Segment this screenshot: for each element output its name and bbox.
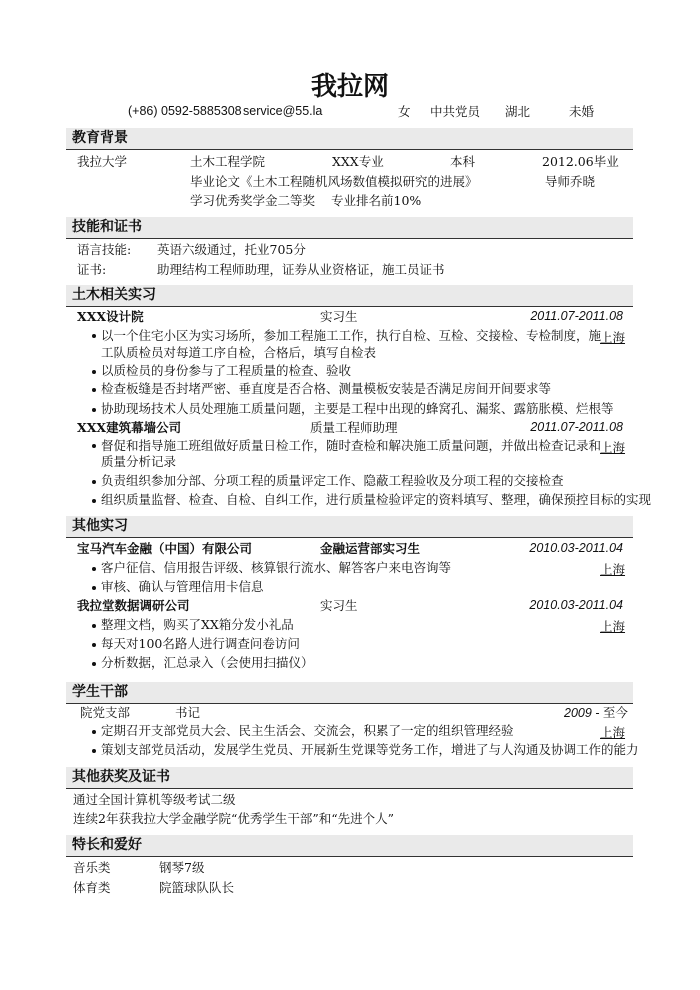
civil-job1-org: XXX设计院 <box>77 309 144 324</box>
cadre-section-bar <box>66 682 633 703</box>
awards-title: 其他获奖及证书 <box>72 769 170 785</box>
civil-job2-role: 质量工程师助理 <box>310 420 398 435</box>
degree: 本科 <box>450 154 476 169</box>
other-job2-bullet2: 每天对100名路人进行调查问卷访问 <box>101 636 300 651</box>
skills-title: 技能和证书 <box>72 219 142 235</box>
civil-divider <box>66 306 633 307</box>
music-value: 钢琴7级 <box>159 860 205 875</box>
sport-value: 院篮球队队长 <box>159 880 235 895</box>
bullet-dot <box>92 408 96 412</box>
education-title: 教育背景 <box>72 130 128 146</box>
bullet-dot <box>92 334 96 338</box>
award-2: 连续2年获我拉大学金融学院“优秀学生干部”和“先进个人” <box>73 811 395 826</box>
bullet-dot <box>92 624 96 628</box>
hobbies-section-bar <box>66 835 633 856</box>
thesis: 毕业论文《土木工程随机风场数值模拟研究的进展》 <box>190 174 478 189</box>
sport-label: 体育类 <box>73 880 111 895</box>
bullet-dot <box>92 388 96 392</box>
civil-job1-location: 上海 <box>600 330 626 345</box>
bullet-dot <box>92 643 96 647</box>
civil-job2-location: 上海 <box>600 440 626 455</box>
other-job1-bullet2: 审核、确认与管理信用卡信息 <box>101 579 264 594</box>
bullet-dot <box>92 662 96 666</box>
cadre-role: 书记 <box>175 705 201 720</box>
college-name: 土木工程学院 <box>190 154 266 169</box>
school-name: 我拉大学 <box>77 154 128 169</box>
bullet-dot <box>92 586 96 590</box>
advisor: 导师乔晓 <box>545 174 596 189</box>
phone-number: (+86) 0592-5885308 <box>128 104 242 118</box>
cadre-title: 学生干部 <box>72 684 128 700</box>
other-job1-date: 2010.03-2011.04 <box>529 541 623 555</box>
bullet-dot <box>92 567 96 571</box>
other-job1-bullet1: 客户征信、信用报告评级、核算银行流水、解答客户来电咨询等 <box>101 560 452 575</box>
language-value: 英语六级通过，托业705分 <box>157 242 306 257</box>
cadre-date <box>564 705 628 721</box>
cert-value: 助理结构工程师助理，证券从业资格证，施工员证书 <box>157 262 445 277</box>
bullet-dot <box>92 749 96 753</box>
civil-job1-bullet3: 检查板缝是否封堵严密、垂直度是否合格、测量模板安装是否满足房间开间要求等 <box>101 381 552 396</box>
language-label: 语言技能: <box>77 242 132 257</box>
hobbies-title: 特长和爱好 <box>72 837 142 853</box>
graduation-date: 2012.06毕业 <box>542 154 619 169</box>
civil-job1-bullet1: 以一个住宅小区为实习场所，参加工程施工工作，执行自检、互检、交接检、专检制度，施 <box>101 328 602 343</box>
education-divider <box>66 149 633 150</box>
cadre-bullet2: 策划支部党员活动，发展学生党员、开展新生党课等党务工作，增进了与人沟通及协调工作的能力 <box>101 742 639 757</box>
bullet-dot <box>92 444 96 448</box>
class-rank: 专业排名前10% <box>331 193 422 208</box>
other-job2-bullet3: 分析数据，汇总录入（会使用扫描仪） <box>101 655 314 670</box>
awards-divider <box>66 788 633 789</box>
political-status: 中共党员 <box>430 104 481 119</box>
civil-job2-bullet1-cont: 质量分析记录 <box>101 454 177 469</box>
other-job2-org: 我拉堂数据调研公司 <box>77 598 190 613</box>
civil-job1-bullet2: 以质检员的身份参与了工程质量的检查、验收 <box>101 363 352 378</box>
marital-status: 未婚 <box>569 104 595 119</box>
cert-label: 证书: <box>77 262 107 277</box>
civil-job2-bullet1: 督促和指导施工班组做好质量日检工作，随时查检和解决施工质量问题，并做出检查记录和 <box>101 438 602 453</box>
music-label: 音乐类 <box>73 860 111 875</box>
hobbies-divider <box>66 856 633 857</box>
civil-job1-role: 实习生 <box>320 309 358 324</box>
cadre-date-end: 至今 <box>602 705 628 720</box>
civil-job1-date: 2011.07-2011.08 <box>530 309 623 323</box>
civil-job2-bullet2: 负责组织参加分部、分项工程的质量评定工作、隐蔽工程验收及分项工程的交接检查 <box>101 473 564 488</box>
other-job1-role: 金融运营部实习生 <box>320 541 421 556</box>
skills-divider <box>66 238 633 239</box>
bullet-dot <box>92 480 96 484</box>
skills-section-bar <box>66 217 633 238</box>
award-1: 通过全国计算机等级考试二级 <box>73 792 236 807</box>
civil-job2-bullet3: 组织质量监督、检查、自检、自纠工作，进行质量检验评定的资料填写、整理，确保预控目标的实现 <box>101 492 652 507</box>
bullet-dot <box>92 730 96 734</box>
cadre-org: 院党支部 <box>80 705 131 720</box>
other-job1-org: 宝马汽车金融（中国）有限公司 <box>77 541 253 556</box>
civil-job2-org: XXX建筑幕墙公司 <box>77 420 182 435</box>
cadre-divider <box>66 703 633 704</box>
cadre-location: 上海 <box>600 725 626 740</box>
bullet-dot <box>92 370 96 374</box>
civil-job1-bullet1-cont: 工队质检员对每道工序自检，合格后，填写自检表 <box>101 345 377 360</box>
education-section-bar <box>66 128 633 149</box>
province: 湖北 <box>505 104 531 119</box>
candidate-name: 我拉网 <box>310 72 389 102</box>
civil-job2-date: 2011.07-2011.08 <box>530 420 623 434</box>
cadre-date-start: 2009 - <box>564 706 603 720</box>
email-address: service@55.la <box>243 104 323 118</box>
other-title: 其他实习 <box>72 518 128 534</box>
other-job1-location: 上海 <box>600 562 626 577</box>
other-section-bar <box>66 516 633 537</box>
other-job2-location: 上海 <box>600 619 626 634</box>
civil-title: 土木相关实习 <box>72 287 156 303</box>
major: XXX专业 <box>332 154 384 169</box>
scholarship: 学习优秀奖学金二等奖 <box>190 193 316 208</box>
other-divider <box>66 537 633 538</box>
cadre-bullet1: 定期召开支部党员大会、民主生活会、交流会，积累了一定的组织管理经验 <box>101 723 514 738</box>
civil-job1-bullet4: 协助现场技术人员处理施工质量问题，主要是工程中出现的蜂窝孔、漏浆、露筋胀模、烂根等 <box>101 401 614 416</box>
other-job2-date: 2010.03-2011.04 <box>529 598 623 612</box>
gender: 女 <box>398 104 411 119</box>
bullet-dot <box>92 499 96 503</box>
other-job2-bullet1: 整理文档，购买了XX箱分发小礼品 <box>101 617 294 632</box>
other-job2-role: 实习生 <box>320 598 358 613</box>
